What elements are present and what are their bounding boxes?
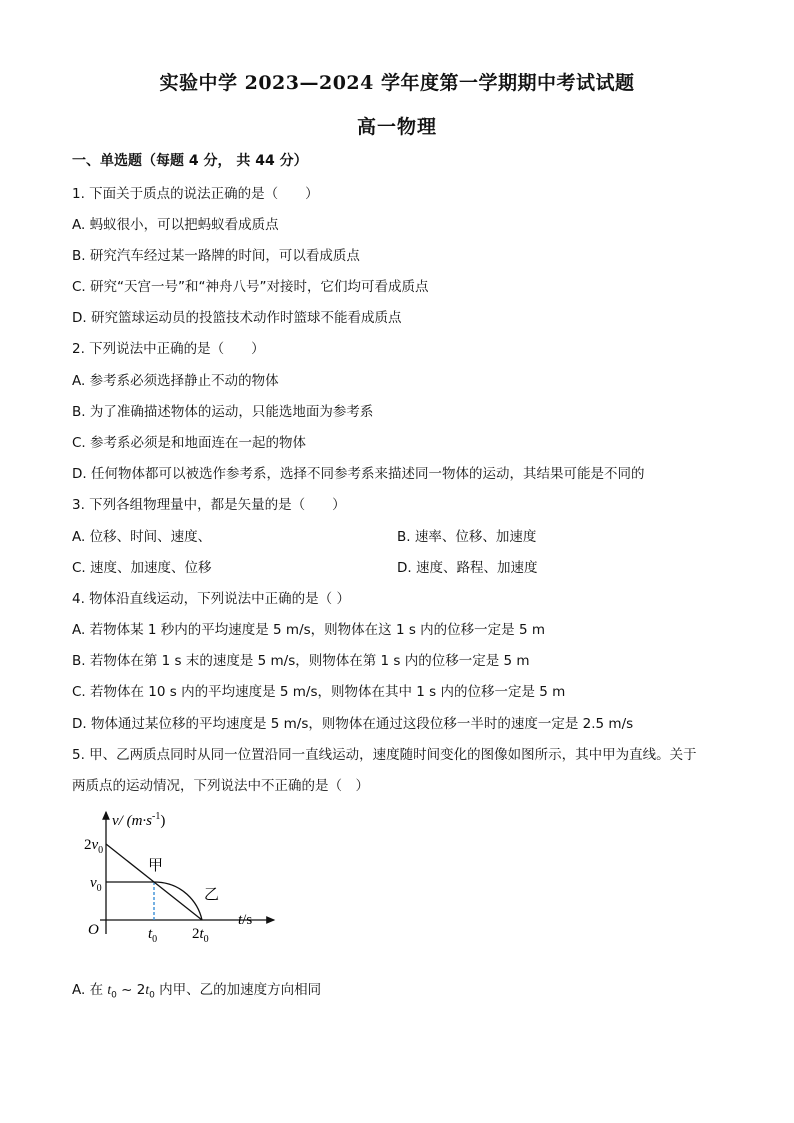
x-tick-label-0: $t_0$ (148, 926, 158, 945)
question-2-stem: 2. 下列说法中正确的是（ ） (72, 341, 265, 357)
y-tick-label-0: $2v_0$ (84, 837, 104, 856)
question-5-stem-line1: 5. 甲、乙两质点同时从同一位置沿同一直线运动，速度随时间变化的图像如图所示，其中甲为直线。关于 (72, 747, 697, 763)
question-2-option-a: A. 参考系必须选择静止不动的物体 (72, 373, 279, 389)
question-1-option-a: A. 蚂蚁很小，可以把蚂蚁看成质点 (72, 217, 279, 233)
origin-label: O (88, 922, 99, 938)
velocity-time-graph (80, 808, 280, 956)
question-2-option-d: D. 任何物体都可以被选作参考系，选择不同参考系来描述同一物体的运动，其结果可能是不同的 (72, 466, 645, 482)
question-4-option-d: D. 物体通过某位移的平均速度是 5 m/s，则物体在通过这段位移一半时的速度一定是 2.5 m/s (72, 716, 634, 732)
question-3-option-a: A. 位移、时间、速度、 (72, 529, 212, 545)
question-4-option-b: B. 若物体在第 1 s 末的速度是 5 m/s，则物体在第 1 s 内的位移一定是 5 m (72, 653, 530, 669)
question-2-option-c: C. 参考系必须是和地面连在一起的物体 (72, 435, 307, 451)
question-2-option-b: B. 为了准确描述物体的运动，只能选地面为参考系 (72, 404, 374, 420)
question-4-option-a: A. 若物体某 1 秒内的平均速度是 5 m/s，则物体在这 1 s 内的位移一定是 5 m (72, 622, 545, 638)
exam-title: 实验中学 2023—2024 学年度第一学期期中考试试题 (159, 72, 635, 94)
x-axis-label: t/s (238, 912, 253, 928)
series-label-0: 甲 (148, 858, 164, 874)
y-axis-label: v/ $(m\cdot s^{-1})$ (112, 811, 166, 829)
section-heading: 一、单选题（每题 4 分， 共 44 分） (72, 153, 308, 169)
question-1-option-c: C. 研究“天宫一号”和“神舟八号”对接时，它们均可看成质点 (72, 279, 429, 295)
question-1-option-d: D. 研究篮球运动员的投篮技术动作时篮球不能看成质点 (72, 310, 402, 326)
question-4-stem: 4. 物体沿直线运动，下列说法中正确的是（ ） (72, 591, 350, 607)
question-1-option-b: B. 研究汽车经过某一路牌的时间，可以看成质点 (72, 248, 360, 264)
y-tick-label-1: $v_0$ (90, 875, 102, 894)
exam-subject: 高一物理 (356, 116, 437, 138)
question-1-stem: 1. 下面关于质点的说法正确的是（ ） (72, 186, 319, 202)
question-3-stem: 3. 下列各组物理量中，都是矢量的是（ ） (72, 497, 346, 513)
question-5-option-a: A. 在 $t_0$ ~ $2t_0$ 内甲、乙的加速度方向相同 (72, 982, 322, 1001)
series-label-1: 乙 (204, 887, 220, 903)
x-tick-label-1: $2t_0$ (192, 926, 209, 945)
question-3-option-b: B. 速率、位移、加速度 (397, 529, 537, 545)
question-4-option-c: C. 若物体在 10 s 内的平均速度是 5 m/s，则物体在其中 1 s 内的位移一定是 5 m (72, 684, 566, 700)
question-3-option-c: C. 速度、加速度、位移 (72, 560, 212, 576)
question-5-stem-line2: 两质点的运动情况，下列说法中不正确的是（ ） (72, 778, 369, 794)
question-3-option-d: D. 速度、路程、加速度 (397, 560, 538, 576)
